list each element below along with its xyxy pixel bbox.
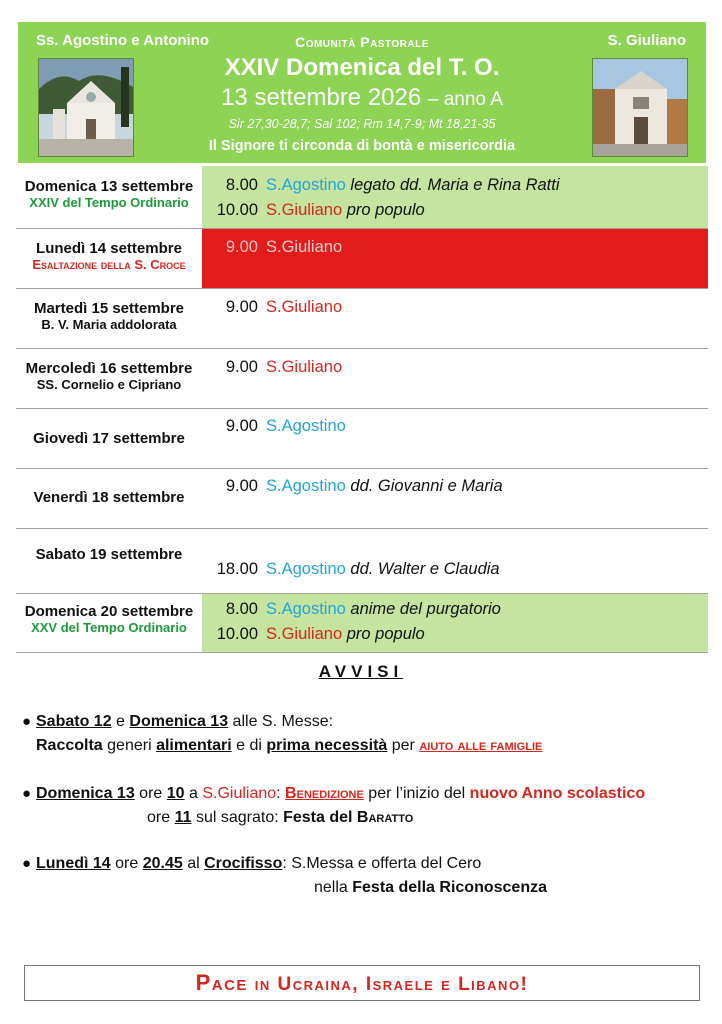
notice-time: 10 <box>166 785 185 802</box>
day-cell <box>16 166 202 228</box>
mass-church: S.Agostino <box>266 417 346 435</box>
liturgical-year: – anno A <box>427 89 503 110</box>
mass-church: S.Giuliano <box>266 358 343 376</box>
masses-cell <box>202 594 708 652</box>
mass-entry <box>202 238 342 257</box>
day-cell <box>16 360 202 392</box>
notice-text: Festa del <box>283 809 357 826</box>
notice-item <box>22 710 542 758</box>
notice-line <box>22 876 547 900</box>
mass-time: 9.00 <box>225 358 258 376</box>
notice-place: Crocifisso <box>204 855 283 872</box>
notice-date: Lunedì 14 <box>36 855 111 872</box>
masses-cell <box>202 349 708 408</box>
notice-line <box>22 806 645 830</box>
notice-item <box>22 782 645 830</box>
mass-intention: anime del purgatorio <box>350 600 501 618</box>
mass-intention: legato dd. Maria e Rina Ratti <box>350 176 560 194</box>
bulletin-date <box>18 84 706 112</box>
notice-text: Raccolta <box>36 737 103 754</box>
mass-church: S.Agostino <box>266 176 346 194</box>
day-cell <box>16 489 202 506</box>
notice-text: : S.Messa e offerta del Cero <box>282 855 482 872</box>
day-name: Martedì 15 settembre <box>33 300 185 317</box>
notice-text: alimentari <box>156 737 232 754</box>
day-feast: XXV del Tempo Ordinario <box>31 620 187 635</box>
day-feast: SS. Cornelio e Cipriano <box>36 377 182 392</box>
bullet-icon: ● <box>22 855 32 872</box>
mass-time: 8.00 <box>225 600 258 618</box>
mass-entry <box>202 625 425 644</box>
day-name: Mercoledì 16 settembre <box>25 360 193 377</box>
notice-text: : <box>276 785 286 802</box>
peace-word: Pace <box>195 970 248 995</box>
peace-text: in Ucraina, Israele e Libano! <box>247 974 529 995</box>
masses-cell <box>202 409 708 468</box>
mass-schedule <box>16 166 708 653</box>
mass-church: S.Giuliano <box>266 201 343 219</box>
schedule-row <box>16 229 708 289</box>
mass-time: 8.00 <box>225 176 258 194</box>
mass-entry <box>202 298 342 317</box>
notice-text: prima necessità <box>266 737 388 754</box>
notice-text: sul sagrato: <box>191 809 284 826</box>
day-cell <box>16 546 202 563</box>
day-cell <box>16 594 202 652</box>
notice-text: ore <box>147 809 175 826</box>
notice-item <box>22 852 547 900</box>
notice-time: 11 <box>174 809 192 826</box>
mass-church: S.Giuliano <box>266 238 343 256</box>
notice-time: 20.45 <box>142 855 183 872</box>
day-name: Sabato 19 settembre <box>35 546 183 563</box>
mass-entry <box>202 560 500 579</box>
day-feast: B. V. Maria addolorata <box>41 317 177 332</box>
notice-line <box>22 734 542 758</box>
schedule-row <box>16 289 708 349</box>
left-parish-name: Ss. Agostino e Antonino <box>36 32 210 49</box>
mass-time: 9.00 <box>225 298 258 316</box>
mass-entry <box>202 417 346 436</box>
schedule-row <box>16 594 708 653</box>
mass-entry <box>202 176 560 195</box>
schedule-row <box>16 469 708 529</box>
masses-cell <box>202 166 708 228</box>
notice-text: a <box>184 785 203 802</box>
day-feast: XXIV del Tempo Ordinario <box>29 195 189 210</box>
mass-church: S.Agostino <box>266 600 346 618</box>
mass-time: 9.00 <box>225 417 258 435</box>
day-name: Domenica 20 settembre <box>24 603 194 620</box>
notice-text: al <box>182 855 205 872</box>
motto: Il Signore ti circonda di bontà e misericordia <box>208 138 516 154</box>
bullet-icon: ● <box>22 713 32 730</box>
mass-time: 10.00 <box>216 201 258 219</box>
mass-church: S.Giuliano <box>266 625 343 643</box>
mass-entry <box>202 600 501 619</box>
readings: Sir 27,30-28,7; Sal 102; Rm 14,7-9; Mt 18,21-35 <box>228 117 496 131</box>
schedule-row <box>16 529 708 594</box>
masses-cell <box>202 469 708 528</box>
mass-intention: pro populo <box>346 201 425 219</box>
schedule-row <box>16 166 708 229</box>
bulletin-title: XXIV Domenica del T. O. <box>224 54 500 81</box>
date-text: 13 settembre 2026 <box>221 84 422 111</box>
right-parish-name: S. Giuliano <box>607 32 686 49</box>
masses-cell <box>202 529 708 593</box>
day-feast: Esaltazione della S. Croce <box>32 257 186 272</box>
notice-text: Festa della Riconoscenza <box>352 879 547 896</box>
peace-banner <box>24 965 700 1001</box>
notice-text: nella <box>314 879 353 896</box>
notice-text: Baratto <box>356 809 414 826</box>
day-name: Domenica 13 settembre <box>24 178 194 195</box>
notices-title: AVVISI <box>318 662 404 681</box>
masses-cell <box>202 289 708 348</box>
mass-intention: dd. Giovanni e Maria <box>350 477 503 495</box>
notice-text: e <box>111 713 130 730</box>
notice-text: e di <box>231 737 267 754</box>
day-cell <box>16 300 202 332</box>
bulletin-header <box>18 22 706 163</box>
notice-text: generi <box>102 737 157 754</box>
mass-church: S.Agostino <box>266 560 346 578</box>
day-cell <box>16 430 202 447</box>
notice-highlight: Benedizione <box>285 785 364 802</box>
notice-highlight: aiuto alle famiglie <box>419 737 543 754</box>
notice-text: ore <box>110 855 143 872</box>
notice-date: Sabato 12 <box>36 713 112 730</box>
mass-entry <box>202 358 342 377</box>
mass-intention: dd. Walter e Claudia <box>350 560 500 578</box>
mass-church: S.Agostino <box>266 477 346 495</box>
mass-time: 10.00 <box>216 625 258 643</box>
notice-highlight: nuovo Anno scolastico <box>469 785 646 802</box>
schedule-row <box>16 409 708 469</box>
notice-place: S.Giuliano <box>202 785 277 802</box>
mass-time: 9.00 <box>225 477 258 495</box>
notice-date: Domenica 13 <box>129 713 229 730</box>
mass-intention: pro populo <box>346 625 425 643</box>
mass-time: 9.00 <box>225 238 258 256</box>
day-cell <box>16 240 202 272</box>
day-name: Lunedì 14 settembre <box>36 240 182 257</box>
day-name: Giovedì 17 settembre <box>33 430 185 447</box>
notice-text: ore <box>134 785 167 802</box>
mass-entry <box>202 201 425 220</box>
notice-text: alle S. Messe: <box>228 713 334 730</box>
schedule-row <box>16 349 708 409</box>
notice-text: per l’inizio del <box>363 785 470 802</box>
notice-date: Domenica 13 <box>36 785 135 802</box>
day-name: Venerdì 18 settembre <box>33 489 185 506</box>
notice-text: per <box>387 737 420 754</box>
mass-church: S.Giuliano <box>266 298 343 316</box>
mass-entry <box>202 477 503 496</box>
bullet-icon: ● <box>22 785 32 802</box>
mass-time: 18.00 <box>216 560 258 578</box>
community-label: Comunità Pastorale <box>295 34 429 50</box>
masses-cell <box>202 229 708 288</box>
